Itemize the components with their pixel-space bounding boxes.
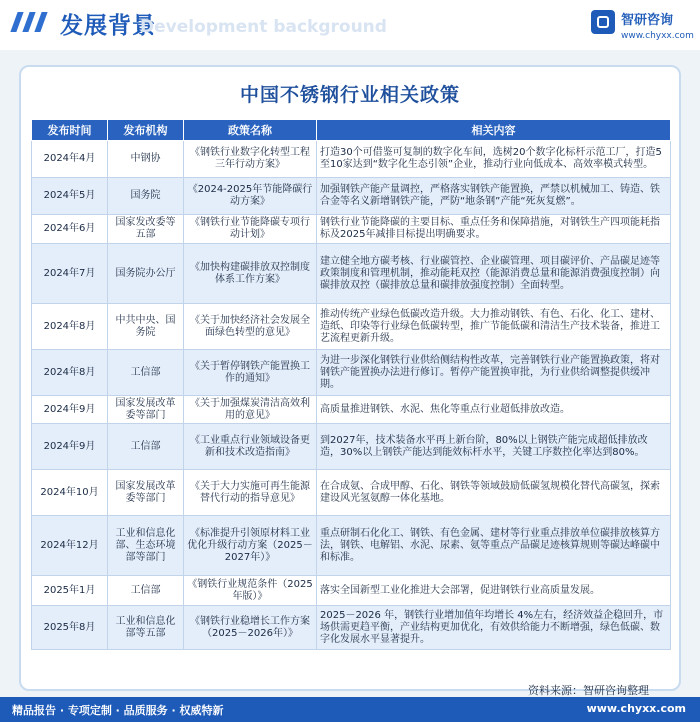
cell-content: 高质量推进钢铁、水泥、焦化等重点行业超低排放改造。 — [317, 396, 671, 424]
cell-content: 推动传统产业绿色低碳改造升级。大力推动钢铁、有色、石化、化工、建材、造纸、印染等行业绿色低碳转型，推广节能低碳和清洁生产技术装备，推进工艺流程更新升级。 — [317, 304, 671, 350]
cell-content: 建立健全地方碳考核、行业碳管控、企业碳管理、项目碳评价、产品碳足迹等政策制度和管理机制，推动能耗双控（能源消费总量和能源消费强度控制）向碳排放双控（碳排放总量和碳排放强度控制）全面转型。 — [317, 244, 671, 304]
cell-policy: 《加快构建碳排放双控制度体系工作方案》 — [184, 244, 317, 304]
cell-content: 2025－2026 年，钢铁行业增加值年均增长 4%左右，经济效益企稳回升，市场供需更趋平衡，产业结构更加优化，有效供给能力不断增强，绿色低碳、数字化发展水平显著提升。 — [317, 606, 671, 650]
cell-content: 落实全国新型工业化推进大会部署，促进钢铁行业高质量发展。 — [317, 576, 671, 606]
section-subtitle-watermark: Development background — [140, 17, 387, 37]
cell-org: 工信部 — [108, 576, 184, 606]
cell-content: 重点研制石化化工、钢铁、有色金属、建材等行业重点排放单位碳排放核算方法，钢铁、电解铝、水泥、尿素、氨等重点产品碳足迹核算规则等碳达峰碳中和标准。 — [317, 516, 671, 576]
table-row — [32, 576, 671, 606]
cell-policy: 《钢铁行业节能降碳专项行动计划》 — [184, 215, 317, 244]
cell-policy: 《关于暂停钢铁产能置换工作的通知》 — [184, 350, 317, 396]
cell-org: 国务院办公厅 — [108, 244, 184, 304]
cell-policy: 《关于加快经济社会发展全面绿色转型的意见》 — [184, 304, 317, 350]
header-accent-bar-1 — [10, 12, 23, 32]
footer-slogan: 精品报告 · 专项定制 · 品质服务 · 权威特新 — [12, 704, 224, 717]
column-header-org: 发布机构 — [108, 120, 184, 141]
column-header-date: 发布时间 — [32, 120, 108, 141]
cell-policy: 《钢铁行业稳增长工作方案（2025－2026年）》 — [184, 606, 317, 650]
table-row — [32, 141, 671, 178]
table-row — [32, 516, 671, 576]
table-row — [32, 215, 671, 244]
table-row — [32, 396, 671, 424]
cell-content: 钢铁行业节能降碳的主要目标、重点任务和保障措施，对钢铁生产四项能耗指标及2025年减排目标提出明确要求。 — [317, 215, 671, 244]
cell-date: 2025年1月 — [32, 576, 108, 606]
cell-content: 为进一步深化钢铁行业供给侧结构性改革，完善钢铁行业产能置换政策，将对钢铁产能置换办法进行修订。暂停产能置换审批，为行业供给调整提供缓冲期。 — [317, 350, 671, 396]
cell-content: 加强钢铁产能产量调控，严格落实钢铁产能置换，严禁以机械加工、铸造、铁合金等名义新增钢铁产能，严防“地条钢”产能“死灰复燃”。 — [317, 178, 671, 215]
cell-org: 工信部 — [108, 424, 184, 470]
brand-logo-icon — [591, 10, 615, 34]
cell-policy: 《关于加强煤炭清洁高效利用的意见》 — [184, 396, 317, 424]
cell-policy: 《标准提升引领原材料工业优化升级行动方案（2025－2027年）》 — [184, 516, 317, 576]
cell-date: 2024年12月 — [32, 516, 108, 576]
cell-date: 2024年6月 — [32, 215, 108, 244]
table-row — [32, 350, 671, 396]
cell-policy: 《钢铁行业规范条件（2025年版）》 — [184, 576, 317, 606]
brand-name: 智研咨询 — [621, 13, 674, 28]
cell-policy: 《2024-2025年节能降碳行动方案》 — [184, 178, 317, 215]
cell-date: 2024年10月 — [32, 470, 108, 516]
cell-date: 2024年8月 — [32, 350, 108, 396]
cell-org: 中钢协 — [108, 141, 184, 178]
cell-content: 在合成氨、合成甲醇、石化、钢铁等领域鼓励低碳氢规模化替代高碳氢，探索建设风光氢氨醇一体化基地。 — [317, 470, 671, 516]
cell-org: 工业和信息化部、生态环境部等部门 — [108, 516, 184, 576]
table-row — [32, 424, 671, 470]
cell-org: 工业和信息化部等五部 — [108, 606, 184, 650]
cell-date: 2024年4月 — [32, 141, 108, 178]
cell-content: 到2027年，技术装备水平再上新台阶，80%以上钢铁产能完成超低排放改造，30%以上钢铁产能达到能效标杆水平，关键工序数控化率达到80%。 — [317, 424, 671, 470]
cell-org: 国家发展改革委等部门 — [108, 470, 184, 516]
table-row — [32, 244, 671, 304]
top-header — [0, 0, 700, 50]
column-header-policy: 政策名称 — [184, 120, 317, 141]
cell-date: 2025年8月 — [32, 606, 108, 650]
table-row — [32, 606, 671, 650]
cell-org: 国家发改委等五部 — [108, 215, 184, 244]
header-accent-bar-3 — [34, 12, 47, 32]
cell-org: 国家发展改革委等部门 — [108, 396, 184, 424]
cell-org: 国务院 — [108, 178, 184, 215]
footer-url: www.chyxx.com — [586, 702, 686, 715]
brand-url: www.chyxx.com — [621, 31, 694, 41]
cell-date: 2024年5月 — [32, 178, 108, 215]
cell-date: 2024年9月 — [32, 424, 108, 470]
cell-content: 打造30个可借鉴可复制的数字化车间，选树20个数字化标杆示范工厂，打造5至10家达到“数字化生态引领”企业，推动行业向低成本、高效率模式转型。 — [317, 141, 671, 178]
header-accent-bar-2 — [22, 12, 35, 32]
section-title: 发展背景 — [60, 13, 156, 39]
cell-date: 2024年8月 — [32, 304, 108, 350]
table-row — [32, 304, 671, 350]
cell-policy: 《工业重点行业领域设备更新和技术改造指南》 — [184, 424, 317, 470]
table-row — [32, 470, 671, 516]
column-header-content: 相关内容 — [317, 120, 671, 141]
policy-table — [31, 119, 671, 650]
cell-policy: 《钢铁行业数字化转型工程三年行动方案》 — [184, 141, 317, 178]
source-note: 资料来源：智研咨询整理 — [528, 684, 649, 697]
cell-org: 工信部 — [108, 350, 184, 396]
table-header-row — [32, 120, 671, 141]
cell-org: 中共中央、国务院 — [108, 304, 184, 350]
cell-date: 2024年9月 — [32, 396, 108, 424]
table-row — [32, 178, 671, 215]
cell-date: 2024年7月 — [32, 244, 108, 304]
cell-policy: 《关于大力实施可再生能源替代行动的指导意见》 — [184, 470, 317, 516]
footer-bar — [0, 697, 700, 722]
table-title: 中国不锈钢行业相关政策 — [239, 84, 460, 106]
